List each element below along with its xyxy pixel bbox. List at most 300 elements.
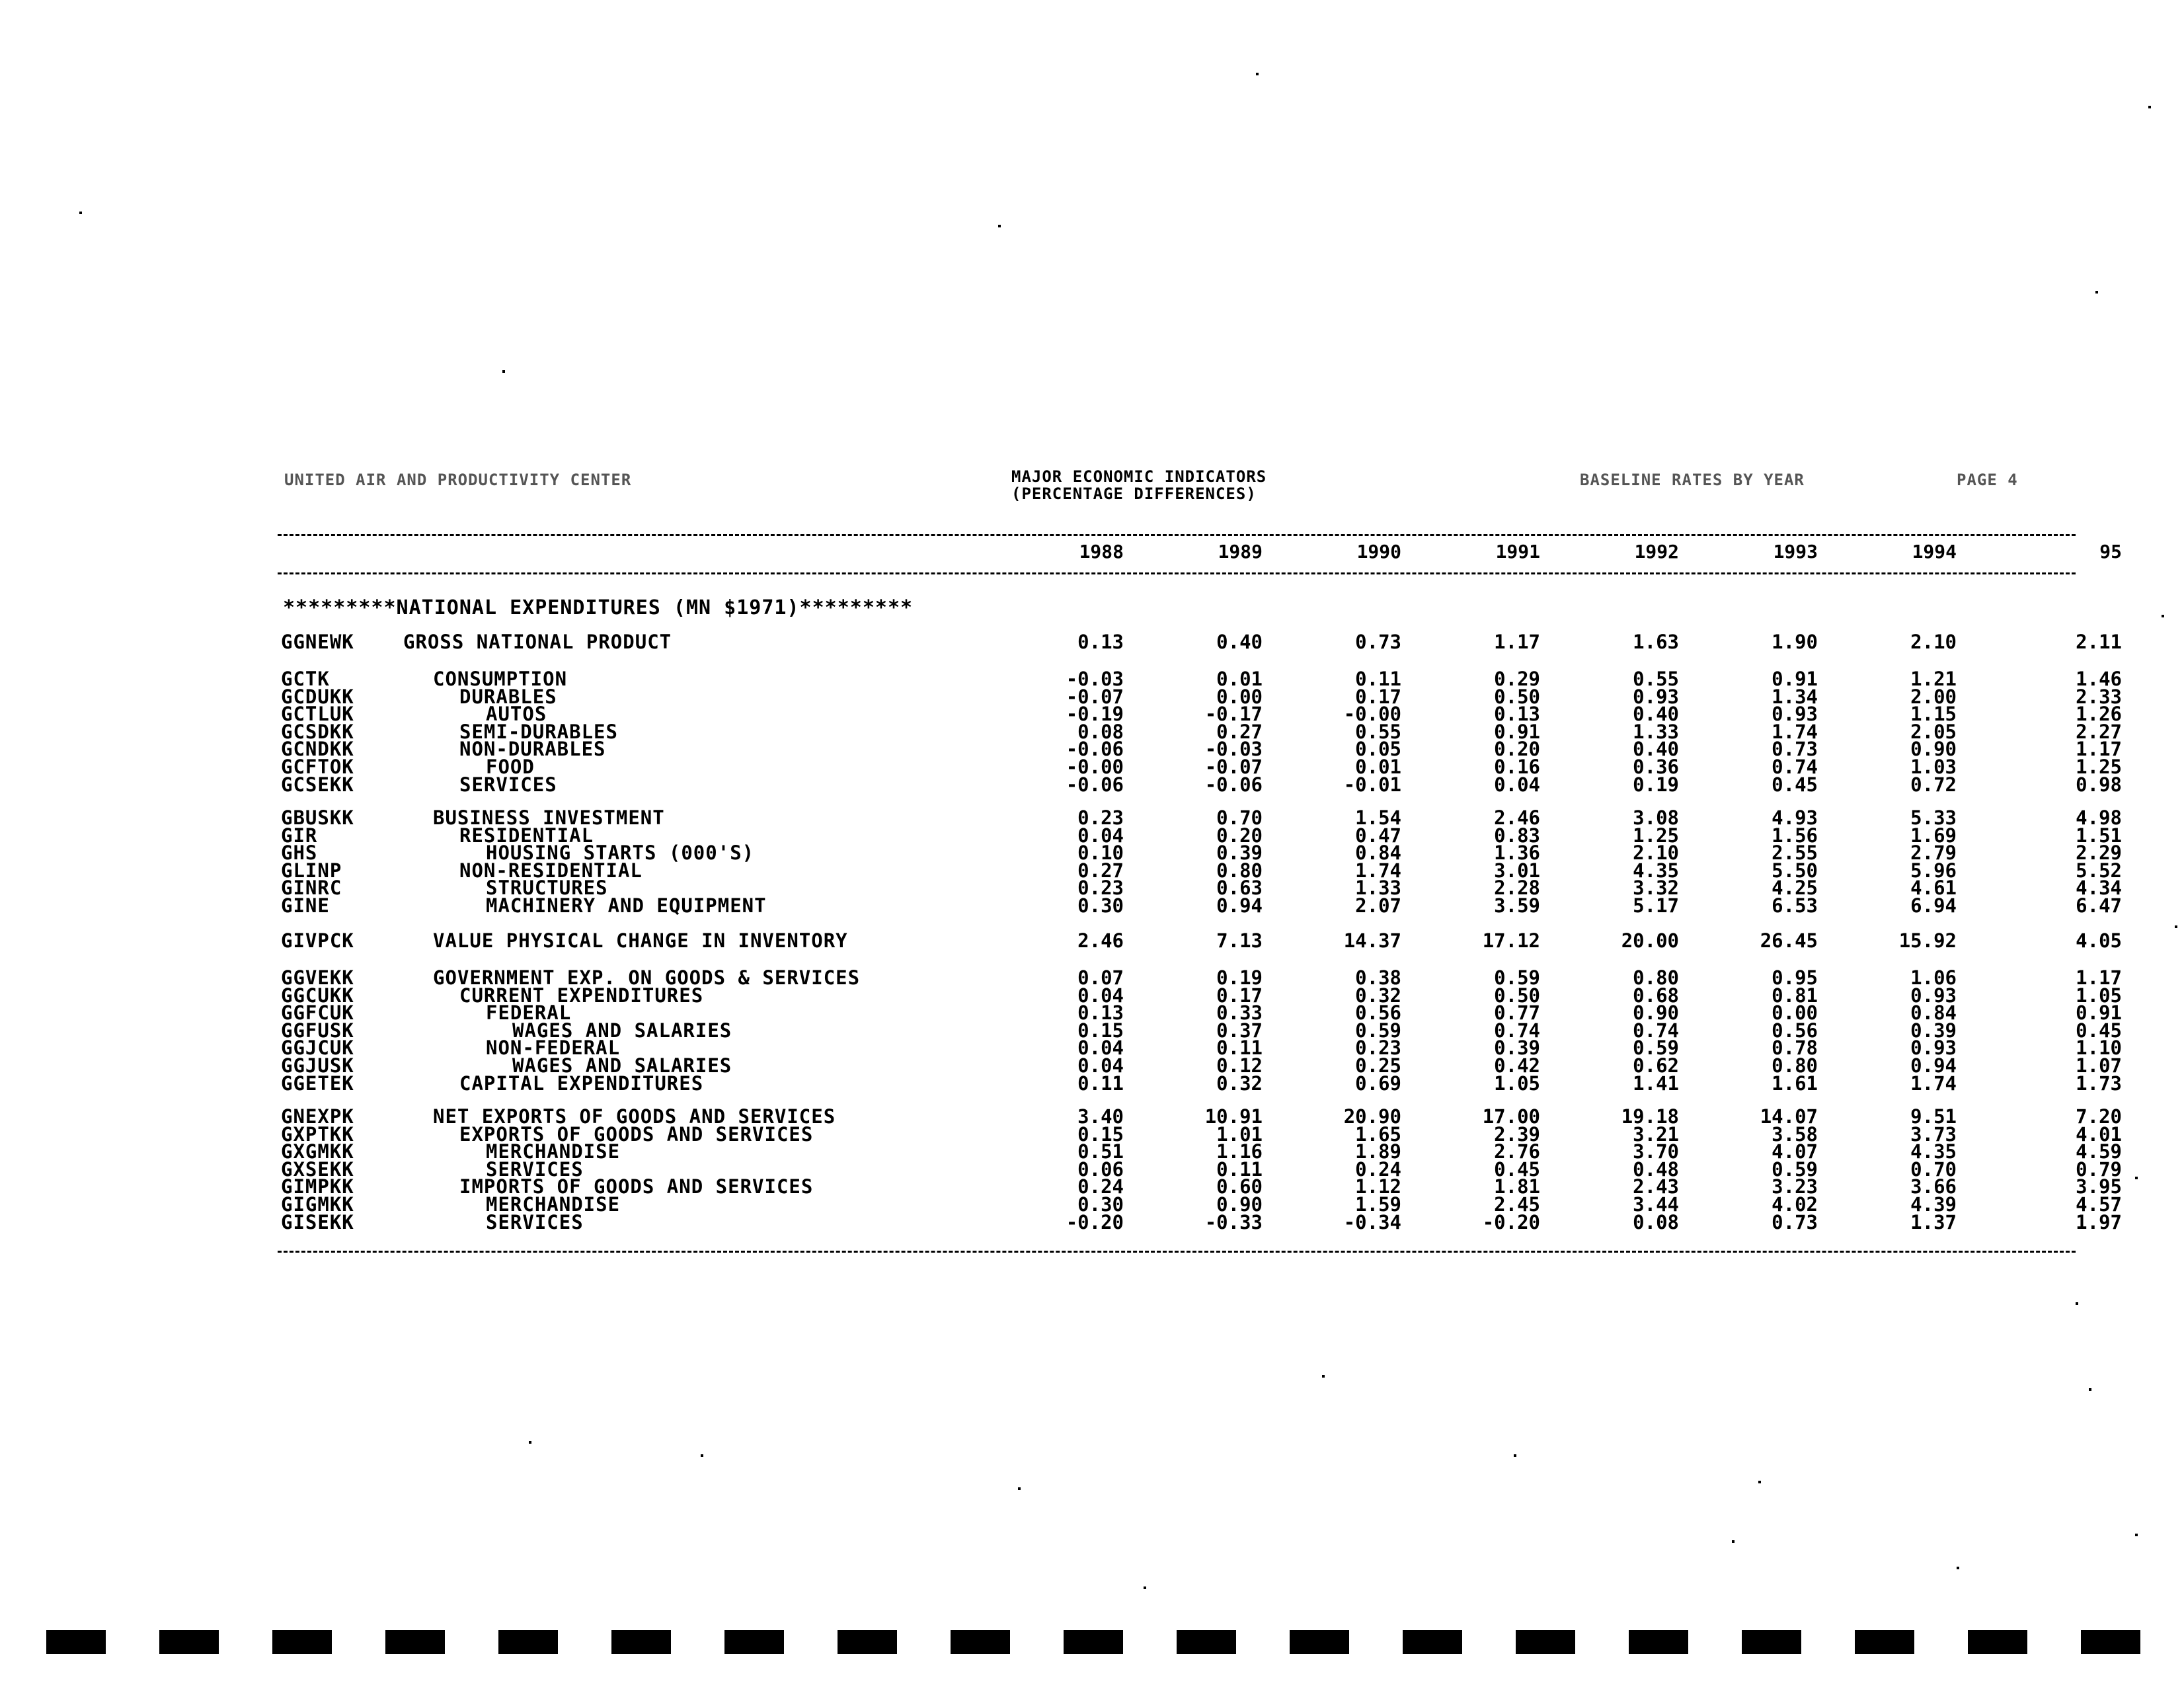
cell-value: 0.15: [1077, 1019, 1124, 1042]
scan-speck: [1957, 1567, 1959, 1569]
series-code: GISEKK: [281, 1210, 354, 1233]
table-row: [0, 931, 2184, 951]
sprocket-hole: [1516, 1630, 1575, 1654]
cell-value: 0.80: [1633, 966, 1679, 989]
cell-value: 4.02: [1772, 1193, 1818, 1216]
cell-value: 0.91: [1494, 720, 1540, 743]
cell-value: 0.04: [1494, 773, 1540, 796]
cell-value: 0.30: [1077, 894, 1124, 917]
cell-value: 1.05: [1494, 1072, 1540, 1095]
cell-value: 1.25: [2076, 756, 2122, 778]
cell-value: 7.13: [1216, 929, 1263, 952]
row-label: NON-DURABLES: [459, 738, 606, 761]
cell-value: -0.20: [1482, 1210, 1540, 1233]
cell-value: 1.10: [2076, 1037, 2122, 1060]
cell-value: 2.39: [1494, 1122, 1540, 1146]
cell-value: 0.78: [1772, 1037, 1818, 1060]
cell-value: 0.56: [1355, 1001, 1401, 1025]
cell-value: 0.80: [1216, 859, 1263, 882]
sprocket-hole: [159, 1630, 219, 1654]
cell-value: 2.05: [1910, 720, 1957, 743]
cell-value: 3.66: [1910, 1175, 1957, 1198]
cell-value: 0.06: [1077, 1157, 1124, 1181]
cell-value: 0.93: [1910, 1037, 1957, 1060]
cell-value: 1.74: [1355, 859, 1401, 882]
year-header: 1993: [1773, 541, 1818, 563]
cell-value: 0.24: [1077, 1175, 1124, 1198]
cell-value: 2.07: [1355, 894, 1401, 917]
cell-value: 4.34: [2076, 877, 2122, 900]
scan-speck: [2148, 106, 2151, 108]
series-code: GXPTKK: [281, 1122, 354, 1146]
row-label: FEDERAL: [486, 1001, 572, 1025]
cell-value: 1.61: [1772, 1072, 1818, 1095]
cell-value: 0.90: [1633, 1001, 1679, 1025]
scan-speck: [79, 212, 82, 214]
cell-value: 0.63: [1216, 877, 1263, 900]
cell-value: 2.00: [1910, 685, 1957, 708]
cell-value: 0.20: [1216, 824, 1263, 847]
cell-value: 0.93: [1633, 685, 1679, 708]
sprocket-hole: [1064, 1630, 1123, 1654]
cell-value: 2.29: [2076, 842, 2122, 865]
scan-speck: [998, 225, 1001, 227]
cell-value: 3.58: [1772, 1122, 1818, 1146]
cell-value: 4.07: [1772, 1140, 1818, 1163]
cell-value: 2.46: [1077, 929, 1124, 952]
series-code: GGJUSK: [281, 1054, 354, 1077]
series-code: GGFUSK: [281, 1019, 354, 1042]
year-header: 95: [2099, 541, 2122, 563]
cell-value: 0.00: [1216, 685, 1263, 708]
cell-value: 1.15: [1910, 703, 1957, 726]
cell-value: 0.04: [1077, 1054, 1124, 1077]
cell-value: 0.20: [1494, 738, 1540, 761]
cell-value: 0.39: [1910, 1019, 1957, 1042]
cell-value: 0.72: [1910, 773, 1957, 796]
series-code: GGJCUK: [281, 1037, 354, 1060]
cell-value: 1.54: [1355, 806, 1401, 829]
top-rule: [278, 534, 2076, 536]
cell-value: 3.21: [1633, 1122, 1679, 1146]
row-label: NET EXPORTS OF GOODS AND SERVICES: [433, 1105, 836, 1128]
cell-value: -0.07: [1204, 756, 1263, 778]
cell-value: -0.07: [1066, 685, 1124, 708]
sprocket-hole: [1290, 1630, 1349, 1654]
cell-value: 0.93: [1910, 984, 1957, 1007]
sprocket-hole: [2081, 1630, 2140, 1654]
sprocket-hole: [724, 1630, 784, 1654]
cell-value: 0.55: [1633, 668, 1679, 690]
cell-value: 0.37: [1216, 1019, 1263, 1042]
row-label: FOOD: [486, 756, 535, 778]
cell-value: 0.74: [1772, 756, 1818, 778]
series-code: GIGMKK: [281, 1193, 354, 1216]
cell-value: 17.12: [1482, 929, 1540, 952]
cell-value: 2.45: [1494, 1193, 1540, 1216]
cell-value: 0.23: [1077, 806, 1124, 829]
cell-value: 0.59: [1633, 1037, 1679, 1060]
table-row: [0, 896, 2184, 916]
cell-value: 2.10: [1910, 631, 1957, 653]
cell-value: 0.24: [1355, 1157, 1401, 1181]
cell-value: 0.17: [1216, 984, 1263, 1007]
table-row: [0, 775, 2184, 795]
scan-speck: [2095, 291, 2098, 294]
cell-value: 1.41: [1633, 1072, 1679, 1095]
cell-value: 6.53: [1772, 894, 1818, 917]
cell-value: 0.16: [1494, 756, 1540, 778]
sprocket-hole: [611, 1630, 671, 1654]
sprocket-hole: [1403, 1630, 1462, 1654]
scan-speck: [1144, 1586, 1146, 1589]
cell-value: 0.73: [1772, 738, 1818, 761]
cell-value: -0.06: [1204, 773, 1263, 796]
series-code: GHS: [281, 842, 318, 865]
cell-value: 1.01: [1216, 1122, 1263, 1146]
cell-value: 3.32: [1633, 877, 1679, 900]
sprocket-hole: [498, 1630, 558, 1654]
sprocket-hole: [1629, 1630, 1688, 1654]
cell-value: -0.03: [1066, 668, 1124, 690]
cell-value: 17.00: [1482, 1105, 1540, 1128]
scan-speck: [1322, 1375, 1325, 1378]
series-code: GCTLUK: [281, 703, 354, 726]
cell-value: 0.94: [1910, 1054, 1957, 1077]
cell-value: 0.08: [1633, 1210, 1679, 1233]
cell-value: 0.95: [1772, 966, 1818, 989]
table-row: [0, 632, 2184, 652]
series-code: GIMPKK: [281, 1175, 354, 1198]
cell-value: 1.03: [1910, 756, 1957, 778]
cell-value: -0.03: [1204, 738, 1263, 761]
cell-value: 1.16: [1216, 1140, 1263, 1163]
cell-value: 0.25: [1355, 1054, 1401, 1077]
row-label: GOVERNMENT EXP. ON GOODS & SERVICES: [433, 966, 861, 989]
cell-value: 0.19: [1633, 773, 1679, 796]
row-label: SEMI-DURABLES: [459, 720, 618, 743]
sprocket-hole: [838, 1630, 897, 1654]
cell-value: 1.17: [2076, 966, 2122, 989]
cell-value: 0.10: [1077, 842, 1124, 865]
report-scenario-header: BASELINE RATES BY YEAR: [1580, 471, 1805, 489]
cell-value: 0.80: [1772, 1054, 1818, 1077]
row-label: CURRENT EXPENDITURES: [459, 984, 704, 1007]
cell-value: 1.17: [1494, 631, 1540, 653]
cell-value: 1.07: [2076, 1054, 2122, 1077]
cell-value: 1.89: [1355, 1140, 1401, 1163]
cell-value: 1.36: [1494, 842, 1540, 865]
cell-value: 10.91: [1204, 1105, 1263, 1128]
sprocket-hole: [46, 1630, 106, 1654]
sprocket-hole: [272, 1630, 332, 1654]
cell-value: 0.23: [1077, 877, 1124, 900]
scan-speck: [2162, 615, 2164, 617]
cell-value: 0.04: [1077, 1037, 1124, 1060]
year-header: 1989: [1218, 541, 1263, 563]
scan-speck: [2089, 1388, 2091, 1391]
row-label: NON-RESIDENTIAL: [459, 859, 643, 882]
cell-value: 0.12: [1216, 1054, 1263, 1077]
cell-value: 5.52: [2076, 859, 2122, 882]
series-code: GGFCUK: [281, 1001, 354, 1025]
cell-value: 1.06: [1910, 966, 1957, 989]
series-code: GIR: [281, 824, 318, 847]
cell-value: 5.50: [1772, 859, 1818, 882]
cell-value: 4.35: [1910, 1140, 1957, 1163]
cell-value: 0.30: [1077, 1193, 1124, 1216]
cell-value: -0.19: [1066, 703, 1124, 726]
bottom-rule: [278, 1251, 2076, 1253]
cell-value: 3.23: [1772, 1175, 1818, 1198]
cell-value: 2.79: [1910, 842, 1957, 865]
cell-value: 0.91: [1772, 668, 1818, 690]
report-title-line2: (PERCENTAGE DIFFERENCES): [1011, 485, 1257, 503]
cell-value: 3.95: [2076, 1175, 2122, 1198]
cell-value: 0.11: [1216, 1037, 1263, 1060]
cell-value: 0.27: [1077, 859, 1124, 882]
cell-value: 0.40: [1633, 703, 1679, 726]
cell-value: 0.91: [2076, 1001, 2122, 1025]
sprocket-hole: [1968, 1630, 2027, 1654]
series-code: GCSDKK: [281, 720, 354, 743]
scan-speck: [2076, 1302, 2078, 1305]
cell-value: 1.26: [2076, 703, 2122, 726]
year-header: 1990: [1356, 541, 1401, 563]
series-code: GINRC: [281, 877, 342, 900]
series-code: GINE: [281, 894, 330, 917]
cell-value: 2.28: [1494, 877, 1540, 900]
cell-value: 0.94: [1216, 894, 1263, 917]
row-label: STRUCTURES: [486, 877, 608, 900]
cell-value: 0.17: [1355, 685, 1401, 708]
cell-value: 7.20: [2076, 1105, 2122, 1128]
cell-value: 0.33: [1216, 1001, 1263, 1025]
cell-value: 0.00: [1772, 1001, 1818, 1025]
cell-value: 2.27: [2076, 720, 2122, 743]
cell-value: 0.04: [1077, 984, 1124, 1007]
year-header-row: [0, 541, 2184, 567]
cell-value: 0.45: [1772, 773, 1818, 796]
series-code: GIVPCK: [281, 929, 354, 952]
series-code: GXSEKK: [281, 1157, 354, 1181]
cell-value: 0.11: [1216, 1157, 1263, 1181]
cell-value: 0.73: [1355, 631, 1401, 653]
scan-speck: [2135, 1534, 2138, 1536]
row-label: MERCHANDISE: [486, 1193, 621, 1216]
cell-value: 1.34: [1772, 685, 1818, 708]
sprocket-hole: [1855, 1630, 1914, 1654]
cell-value: 0.38: [1355, 966, 1401, 989]
cell-value: 1.12: [1355, 1175, 1401, 1198]
cell-value: 0.29: [1494, 668, 1540, 690]
scan-speck: [701, 1454, 703, 1457]
series-code: GGNEWK: [281, 631, 354, 653]
cell-value: 0.79: [2076, 1157, 2122, 1181]
series-code: GCNDKK: [281, 738, 354, 761]
cell-value: 0.50: [1494, 984, 1540, 1007]
cell-value: 1.59: [1355, 1193, 1401, 1216]
cell-value: 0.04: [1077, 824, 1124, 847]
cell-value: -0.00: [1066, 756, 1124, 778]
cell-value: 3.40: [1077, 1105, 1124, 1128]
cell-value: 9.51: [1910, 1105, 1957, 1128]
scan-speck: [1256, 73, 1259, 75]
cell-value: 0.27: [1216, 720, 1263, 743]
cell-value: 0.59: [1494, 966, 1540, 989]
row-label: DURABLES: [459, 685, 557, 708]
row-label: RESIDENTIAL: [459, 824, 594, 847]
series-code: GLINP: [281, 859, 342, 882]
cell-value: 5.96: [1910, 859, 1957, 882]
cell-value: 1.63: [1633, 631, 1679, 653]
cell-value: 0.15: [1077, 1122, 1124, 1146]
cell-value: 3.08: [1633, 806, 1679, 829]
cell-value: 1.69: [1910, 824, 1957, 847]
cell-value: 3.73: [1910, 1122, 1957, 1146]
row-label: CAPITAL EXPENDITURES: [459, 1072, 704, 1095]
cell-value: 1.51: [2076, 824, 2122, 847]
section-title: *********NATIONAL EXPENDITURES (MN $1971)*********: [283, 596, 914, 619]
series-code: GCSEKK: [281, 773, 354, 796]
table-row: [0, 1074, 2184, 1093]
row-label: CONSUMPTION: [433, 668, 568, 690]
cell-value: 0.40: [1633, 738, 1679, 761]
cell-value: 2.33: [2076, 685, 2122, 708]
cell-value: 1.25: [1633, 824, 1679, 847]
cell-value: 0.13: [1077, 631, 1124, 653]
cell-value: 0.39: [1494, 1037, 1540, 1060]
cell-value: 0.70: [1216, 806, 1263, 829]
cell-value: 0.50: [1494, 685, 1540, 708]
cell-value: 2.10: [1633, 842, 1679, 865]
cell-value: 0.84: [1355, 842, 1401, 865]
cell-value: 4.59: [2076, 1140, 2122, 1163]
row-label: SERVICES: [486, 1157, 584, 1181]
cell-value: 0.23: [1355, 1037, 1401, 1060]
cell-value: 4.35: [1633, 859, 1679, 882]
cell-value: 5.33: [1910, 806, 1957, 829]
cell-value: 1.97: [2076, 1210, 2122, 1233]
cell-value: 4.05: [2076, 929, 2122, 952]
sprocket-hole: [1177, 1630, 1236, 1654]
cell-value: 0.45: [1494, 1157, 1540, 1181]
cell-value: 4.25: [1772, 877, 1818, 900]
cell-value: 3.01: [1494, 859, 1540, 882]
series-code: GCTK: [281, 668, 330, 690]
series-code: GGVEKK: [281, 966, 354, 989]
row-label: BUSINESS INVESTMENT: [433, 806, 665, 829]
row-label: NON-FEDERAL: [486, 1037, 621, 1060]
cell-value: 0.73: [1772, 1210, 1818, 1233]
row-label: WAGES AND SALARIES: [512, 1019, 732, 1042]
cell-value: 0.13: [1077, 1001, 1124, 1025]
cell-value: 14.07: [1760, 1105, 1818, 1128]
cell-value: 0.74: [1633, 1019, 1679, 1042]
cell-value: 15.92: [1898, 929, 1957, 952]
row-label: HOUSING STARTS (000'S): [486, 842, 755, 865]
sprocket-hole: [1742, 1630, 1801, 1654]
series-code: GCDUKK: [281, 685, 354, 708]
cell-value: 0.01: [1216, 668, 1263, 690]
series-code: GGCUKK: [281, 984, 354, 1007]
cell-value: 1.05: [2076, 984, 2122, 1007]
cell-value: 3.70: [1633, 1140, 1679, 1163]
cell-value: 0.84: [1910, 1001, 1957, 1025]
cell-value: -0.33: [1204, 1210, 1263, 1233]
cell-value: 0.90: [1910, 738, 1957, 761]
report-org-header: UNITED AIR AND PRODUCTIVITY CENTER: [284, 471, 632, 489]
cell-value: 3.44: [1633, 1193, 1679, 1216]
cell-value: 1.33: [1355, 877, 1401, 900]
cell-value: 0.40: [1216, 631, 1263, 653]
cell-value: 4.01: [2076, 1122, 2122, 1146]
cell-value: 4.39: [1910, 1193, 1957, 1216]
cell-value: 0.32: [1355, 984, 1401, 1007]
cell-value: 0.60: [1216, 1175, 1263, 1198]
scan-speck: [1732, 1540, 1735, 1543]
cell-value: 0.93: [1772, 703, 1818, 726]
cell-value: 0.11: [1077, 1072, 1124, 1095]
cell-value: 19.18: [1621, 1105, 1679, 1128]
cell-value: 4.57: [2076, 1193, 2122, 1216]
cell-value: 0.83: [1494, 824, 1540, 847]
row-label: GROSS NATIONAL PRODUCT: [403, 631, 672, 653]
report-title-line1: MAJOR ECONOMIC INDICATORS: [1011, 467, 1267, 486]
row-label: IMPORTS OF GOODS AND SERVICES: [459, 1175, 814, 1198]
cell-value: -0.01: [1343, 773, 1401, 796]
cell-value: 0.56: [1772, 1019, 1818, 1042]
cell-value: 2.55: [1772, 842, 1818, 865]
cell-value: 0.51: [1077, 1140, 1124, 1163]
cell-value: -0.17: [1204, 703, 1263, 726]
cell-value: 0.36: [1633, 756, 1679, 778]
cell-value: -0.06: [1066, 738, 1124, 761]
cell-value: 0.70: [1910, 1157, 1957, 1181]
series-code: GXGMKK: [281, 1140, 354, 1163]
cell-value: 0.32: [1216, 1072, 1263, 1095]
series-code: GBUSKK: [281, 806, 354, 829]
row-label: MERCHANDISE: [486, 1140, 621, 1163]
row-label: SERVICES: [459, 773, 557, 796]
series-code: GNEXPK: [281, 1105, 354, 1128]
sprocket-hole: [385, 1630, 445, 1654]
cell-value: 0.47: [1355, 824, 1401, 847]
cell-value: 26.45: [1760, 929, 1818, 952]
cell-value: 1.46: [2076, 668, 2122, 690]
cell-value: 0.42: [1494, 1054, 1540, 1077]
cell-value: 1.37: [1910, 1210, 1957, 1233]
row-label: SERVICES: [486, 1210, 584, 1233]
cell-value: 0.08: [1077, 720, 1124, 743]
cell-value: 1.74: [1910, 1072, 1957, 1095]
cell-value: 4.61: [1910, 877, 1957, 900]
scan-speck: [2135, 1177, 2138, 1179]
year-header: 1988: [1079, 541, 1124, 563]
cell-value: 3.59: [1494, 894, 1540, 917]
table-row: [0, 1212, 2184, 1232]
row-label: MACHINERY AND EQUIPMENT: [486, 894, 767, 917]
cell-value: -0.00: [1343, 703, 1401, 726]
scan-speck: [1758, 1481, 1761, 1483]
cell-value: 0.45: [2076, 1019, 2122, 1042]
cell-value: 0.39: [1216, 842, 1263, 865]
cell-value: 0.68: [1633, 984, 1679, 1007]
cell-value: 2.11: [2076, 631, 2122, 653]
scan-speck: [1514, 1454, 1516, 1457]
cell-value: 1.73: [2076, 1072, 2122, 1095]
cell-value: 0.19: [1216, 966, 1263, 989]
